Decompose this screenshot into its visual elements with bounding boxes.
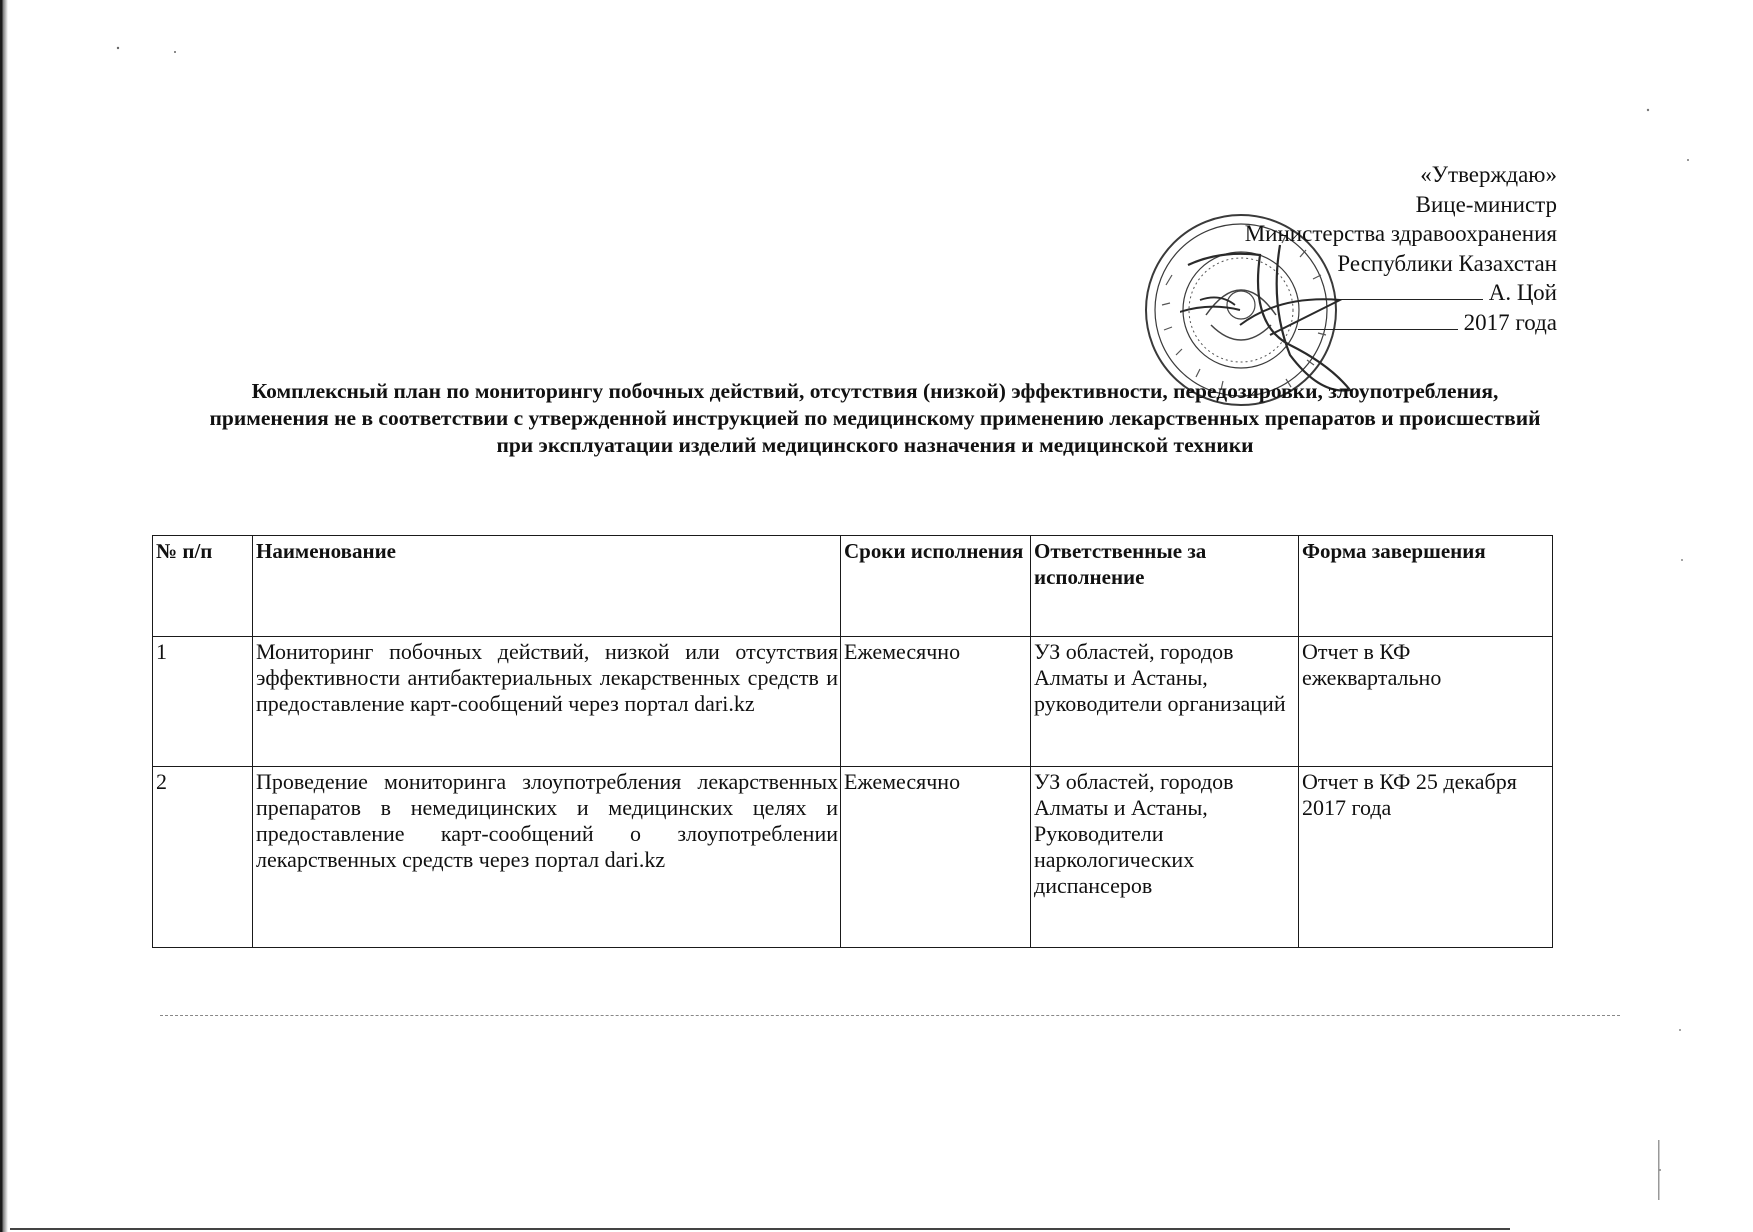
header-completion: Форма завершения — [1299, 536, 1553, 637]
approval-position: Вице-министр — [1415, 191, 1557, 217]
approval-signature-line — [1245, 278, 1557, 308]
header-deadline: Сроки исполнения — [841, 536, 1031, 637]
table-row — [153, 767, 1553, 948]
row-responsible: УЗ областей, городов Алматы и Астаны, Руководители наркологических диспансеров — [1031, 767, 1299, 948]
approval-signatory: А. Цой — [1488, 280, 1557, 305]
table-header-row — [153, 536, 1553, 637]
approval-ministry: Министерства здравоохранения — [1244, 221, 1557, 246]
header-num: № п/п — [153, 536, 253, 637]
scan-dashed-rule — [160, 1015, 1620, 1016]
approval-date-line — [1245, 308, 1557, 338]
date-blank — [1298, 309, 1458, 330]
table-row — [153, 637, 1553, 767]
row-num: 2 — [153, 767, 253, 948]
header-name: Наименование — [253, 536, 841, 637]
row-responsible: УЗ областей, городов Алматы и Астаны, руководители организаций — [1031, 637, 1299, 767]
row-deadline: Ежемесячно — [841, 767, 1031, 948]
row-name: Проведение мониторинга злоупотребления лекарственных препаратов в немедицинских и медицинских целях и предоставление карт-сообщений о злоупотреблении лекарственных средств через портал dari.kz — [253, 767, 841, 948]
approval-date-year: 2017 года — [1463, 309, 1557, 335]
header-responsible: Ответственные за исполнение — [1031, 536, 1299, 637]
row-deadline: Ежемесячно — [841, 637, 1031, 767]
row-name: Мониторинг побочных действий, низкой или отсутствия эффективности антибактериальных лекарственных средств и предоставление карт-сообщений через портал dari.kz — [253, 637, 841, 767]
approval-block — [1245, 160, 1557, 337]
plan-table — [152, 535, 1553, 948]
approval-country: Республики Казахстан — [1337, 250, 1557, 276]
row-num: 1 — [153, 637, 253, 767]
document-title: Комплексный план по мониторингу побочных действий, отсутствия (низкой) эффективности, передозировки, злоупотребления, применения не в соответствии с утвержденной инструкцией по медицинскому применению лекарственных препаратов и происшествий при эксплуатации изделий медицинского назначения и медицинской техники — [209, 379, 1541, 457]
approval-heading: «Утверждаю» — [1420, 162, 1557, 187]
signature-blank — [1333, 279, 1483, 300]
row-completion: Отчет в КФ 25 декабря 2017 года — [1299, 767, 1553, 948]
row-completion: Отчет в КФ ежеквартально — [1299, 637, 1553, 767]
